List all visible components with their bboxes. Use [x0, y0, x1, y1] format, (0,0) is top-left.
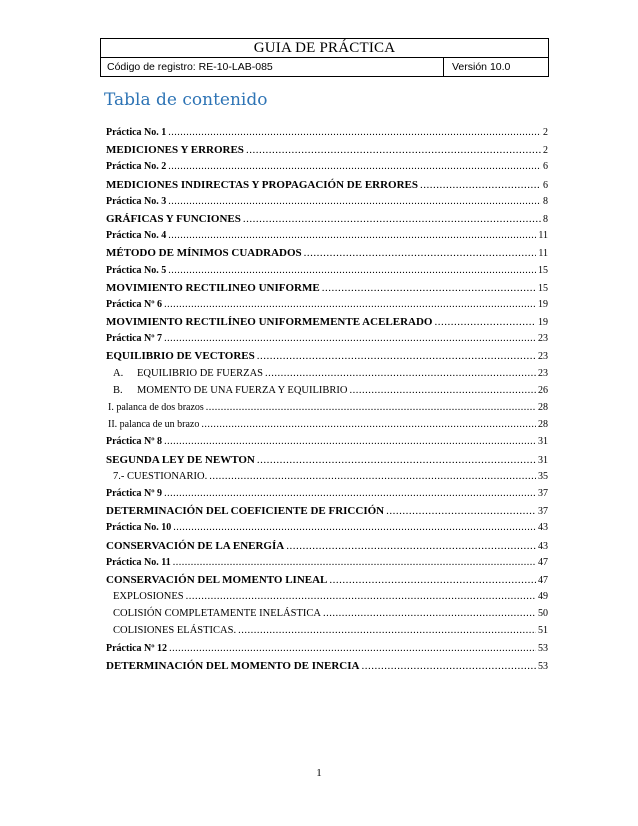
- dot-leader: [206, 402, 536, 413]
- toc-entry-title: SEGUNDA LEY DE NEWTON: [106, 453, 255, 466]
- dot-leader: [246, 144, 541, 156]
- toc-entry-title: EQUILIBRIO DE FUERZAS: [137, 367, 263, 379]
- toc-entry-title: Práctica Nº 8: [106, 436, 163, 448]
- dot-leader: [420, 179, 541, 191]
- toc-entry[interactable]: [106, 350, 548, 367]
- toc-entry-page: 23: [538, 351, 548, 363]
- dot-leader: [329, 574, 536, 586]
- toc-entry-page: 31: [538, 436, 548, 448]
- toc-entry[interactable]: [106, 454, 548, 471]
- toc-entry-title: MOVIMIENTO RECTILÍNEO UNIFORMEMENTE ACELERADO: [106, 316, 433, 329]
- toc-entry[interactable]: [106, 522, 548, 539]
- toc-entry-page: 8: [543, 195, 548, 207]
- toc-entry-page: 11: [538, 230, 548, 242]
- toc-entry-page: 15: [538, 264, 548, 276]
- toc-entry-title: Práctica No. 5: [106, 264, 167, 276]
- toc-entry-number: A.: [113, 367, 124, 379]
- toc-entry[interactable]: [106, 591, 548, 608]
- dot-leader: [257, 350, 536, 362]
- dot-leader: [361, 660, 536, 672]
- toc-entry[interactable]: [106, 660, 548, 677]
- toc-entry-page: 2: [543, 127, 548, 138]
- toc-entry-page: 28: [538, 402, 548, 413]
- toc-entry[interactable]: [106, 505, 548, 522]
- dot-leader: [164, 333, 536, 344]
- dot-leader: [257, 454, 536, 466]
- toc-entry[interactable]: [106, 436, 548, 453]
- toc-entry-page: 31: [538, 454, 548, 466]
- toc-entry-page: 19: [538, 298, 548, 310]
- toc-entry-page: 15: [538, 282, 548, 294]
- toc-entry-title: Práctica No. 4: [106, 230, 167, 242]
- toc-entry-title: MEDICIONES INDIRECTAS Y PROPAGACIÓN DE ERRORES: [106, 178, 419, 191]
- toc-entry-title: COLISIÓN COMPLETAMENTE INELÁSTICA: [113, 608, 321, 620]
- table-of-contents: [106, 127, 548, 677]
- toc-entry[interactable]: [106, 230, 548, 247]
- toc-entry[interactable]: [106, 265, 548, 282]
- toc-entry[interactable]: [106, 144, 548, 161]
- toc-entry-page: 6: [543, 179, 548, 191]
- toc-entry-title: EXPLOSIONES: [113, 591, 184, 603]
- toc-entry-title: MOVIMIENTO RECTILINEO UNIFORME: [106, 281, 320, 294]
- toc-entry-title: I. palanca de dos brazos: [108, 402, 204, 413]
- toc-entry-page: 6: [543, 161, 548, 173]
- toc-entry-page: 43: [538, 540, 548, 552]
- toc-entry-page: 28: [538, 419, 548, 431]
- toc-entry-page: 11: [538, 248, 548, 260]
- dot-leader: [164, 299, 536, 310]
- dot-leader: [349, 385, 536, 396]
- toc-entry-title: Práctica No. 10: [106, 522, 172, 534]
- dot-leader: [434, 316, 536, 328]
- toc-entry[interactable]: [106, 471, 548, 488]
- dot-leader: [168, 265, 536, 276]
- toc-entry[interactable]: [106, 299, 548, 316]
- toc-entry-title: Práctica No. 3: [106, 195, 167, 207]
- page-number: 1: [316, 767, 322, 779]
- dot-leader: [168, 161, 541, 172]
- toc-entry[interactable]: [106, 179, 548, 196]
- toc-entry[interactable]: [106, 213, 548, 230]
- dot-leader: [169, 643, 536, 654]
- toc-entry-page: 53: [538, 660, 548, 672]
- toc-entry-page: 47: [538, 556, 548, 568]
- toc-entry[interactable]: [106, 127, 548, 144]
- dot-leader: [168, 196, 541, 207]
- document-header: [100, 38, 549, 77]
- toc-entry-page: 37: [538, 506, 548, 518]
- toc-entry-number: B.: [113, 384, 123, 396]
- dot-leader: [168, 127, 541, 138]
- toc-entry[interactable]: [106, 608, 548, 625]
- toc-entry-page: 49: [538, 591, 548, 603]
- toc-entry-title: GRÁFICAS Y FUNCIONES: [106, 212, 241, 225]
- toc-entry[interactable]: [106, 557, 548, 574]
- toc-entry[interactable]: [106, 247, 548, 264]
- toc-entry-title: II. palanca de un brazo: [108, 419, 200, 431]
- toc-entry[interactable]: [106, 196, 548, 213]
- dot-leader: [322, 282, 536, 294]
- toc-entry-page: 26: [538, 384, 548, 396]
- toc-entry-page: 53: [538, 642, 548, 654]
- toc-entry-title: Práctica Nº 7: [106, 333, 163, 345]
- toc-entry-page: 50: [538, 608, 548, 620]
- toc-entry-title: Práctica No. 2: [106, 161, 167, 173]
- registry-code: Código de registro: RE-10-LAB-085: [101, 58, 444, 76]
- toc-entry-title: CONSERVACIÓN DE LA ENERGÍA: [106, 539, 285, 552]
- dot-leader: [186, 591, 536, 602]
- dot-leader: [209, 471, 536, 482]
- toc-entry[interactable]: [106, 488, 548, 505]
- toc-entry[interactable]: [106, 368, 548, 385]
- toc-entry[interactable]: [106, 402, 548, 419]
- dot-leader: [173, 522, 536, 533]
- toc-entry[interactable]: [106, 333, 548, 350]
- toc-entry-title: MOMENTO DE UNA FUERZA Y EQUILIBRIO: [137, 384, 348, 396]
- toc-entry-title: Práctica Nº 6: [106, 298, 163, 310]
- header-row: [101, 58, 548, 76]
- dot-leader: [386, 505, 536, 517]
- toc-entry-title: EQUILIBRIO DE VECTORES: [106, 350, 255, 363]
- dot-leader: [173, 557, 536, 568]
- toc-entry-title: MÉTODO DE MÍNIMOS CUADRADOS: [106, 247, 302, 260]
- version-label: Versión 10.0: [452, 61, 511, 73]
- dot-leader: [164, 488, 536, 499]
- toc-entry-title: Práctica Nº 12: [106, 642, 168, 654]
- dot-leader: [201, 419, 536, 430]
- toc-entry-title: Práctica Nº 9: [106, 487, 163, 499]
- toc-entry[interactable]: [106, 540, 548, 557]
- toc-entry[interactable]: [106, 385, 548, 402]
- toc-entry[interactable]: [106, 282, 548, 299]
- dot-leader: [168, 230, 536, 241]
- toc-entry-page: 43: [538, 522, 548, 534]
- toc-entry[interactable]: [106, 161, 548, 178]
- dot-leader: [265, 368, 536, 379]
- dot-leader: [323, 608, 536, 619]
- toc-entry-title: DETERMINACIÓN DEL MOMENTO DE INERCIA: [106, 659, 360, 672]
- toc-entry[interactable]: [106, 625, 548, 642]
- toc-entry-page: 19: [538, 317, 548, 329]
- toc-entry-page: 37: [538, 487, 548, 499]
- dot-leader: [238, 625, 536, 636]
- dot-leader: [286, 540, 536, 552]
- toc-entry[interactable]: [106, 419, 548, 436]
- toc-entry-page: 2: [543, 145, 548, 157]
- toc-entry[interactable]: [106, 316, 548, 333]
- toc-entry-page: 23: [538, 367, 548, 379]
- toc-entry-page: 35: [538, 470, 548, 482]
- header-title: GUIA DE PRÁCTICA: [101, 39, 548, 58]
- toc-entry-title: MEDICIONES Y ERRORES: [106, 144, 244, 157]
- toc-entry-title: Práctica No. 11: [106, 556, 171, 568]
- dot-leader: [304, 247, 537, 259]
- toc-entry-page: 23: [538, 333, 548, 345]
- toc-entry-title: Práctica No. 1: [106, 127, 167, 138]
- toc-entry[interactable]: [106, 574, 548, 591]
- dot-leader: [164, 436, 536, 447]
- toc-entry-title: DETERMINACIÓN DEL COEFICIENTE DE FRICCIÓN: [106, 505, 385, 518]
- toc-entry-page: 8: [543, 213, 548, 225]
- toc-entry-page: 51: [538, 625, 548, 637]
- toc-entry-title: 7.- CUESTIONARIO.: [113, 470, 208, 482]
- toc-entry-title: CONSERVACIÓN DEL MOMENTO LINEAL: [106, 573, 328, 586]
- toc-entry[interactable]: [106, 643, 548, 660]
- toc-entry-page: 47: [538, 574, 548, 586]
- toc-heading: Tabla de contenido: [104, 90, 268, 110]
- dot-leader: [243, 213, 541, 225]
- toc-entry-title: COLISIONES ELÁSTICAS.: [113, 625, 237, 637]
